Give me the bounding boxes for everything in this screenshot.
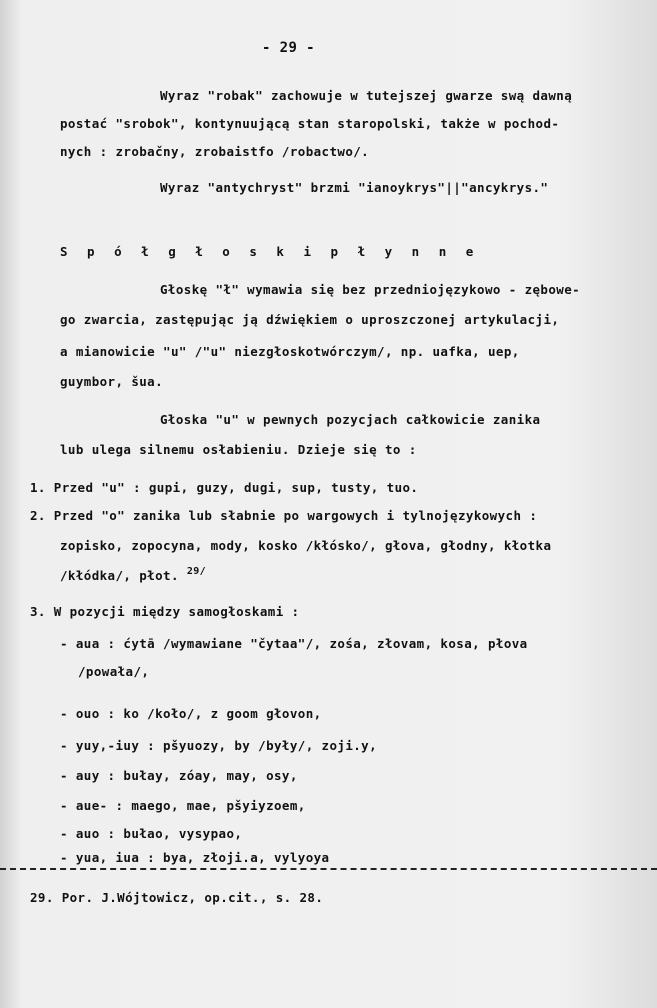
- sub-list-item: - aue- : maego, mae, pšyiyzoem,: [60, 798, 306, 813]
- sub-list-item: - aua : ćytā /wymawiane "čytaa"/, zośa, złovam, kosa, płova: [60, 636, 528, 651]
- sub-list-item: - auy : bułay, zóay, may, osy,: [60, 768, 298, 783]
- paragraph-line: Głoskę "ł" wymawia się bez przedniojęzykowo - zębowe-: [160, 282, 581, 297]
- paragraph-line: a mianowicie "u" /"u" niezgłoskotwórczym/, np. uafka, uep,: [60, 344, 520, 359]
- paragraph-line: guymbor, šua.: [60, 374, 164, 389]
- list-item: 1. Przed "u" : gupi, guzy, dugi, sup, tusty, tuo.: [30, 480, 419, 495]
- sub-list-item: - auo : bułao, vysypao,: [60, 826, 243, 841]
- sub-list-item-continuation: /powała/,: [78, 664, 150, 679]
- section-heading: S p ó ł g ł o s k i p ł y n n e: [60, 244, 480, 259]
- footnote-divider: [0, 868, 657, 870]
- footnote: 29. Por. J.Wójtowicz, op.cit., s. 28.: [30, 890, 324, 905]
- paragraph-line: nych : zrobačny, zrobaistfo /robactwo/.: [60, 144, 370, 159]
- list-item: 3. W pozycji między samogłoskami :: [30, 604, 300, 619]
- sub-list-item: - ouo : ko /koło/, z goom głovon,: [60, 706, 322, 721]
- paragraph-line: lub ulega silnemu osłabieniu. Dzieje się to :: [60, 442, 417, 457]
- list-item-text: /kłódka/, płot.: [60, 568, 179, 583]
- list-item: 2. Przed "o" zanika lub słabnie po wargowych i tylnojęzykowych :: [30, 508, 538, 523]
- paragraph-line: Wyraz "robak" zachowuje w tutejszej gwarze swą dawną: [160, 88, 573, 103]
- footnote-reference: 29/: [186, 566, 207, 577]
- page-number: - 29 -: [262, 40, 315, 56]
- list-item-continuation: zopisko, zopocyna, mody, kosko /kłósko/, głova, głodny, kłotka: [60, 538, 552, 553]
- paragraph-line: postać "srobok", kontynuującą stan staropolski, także w pochod-: [60, 116, 560, 131]
- list-item-continuation: [60, 568, 206, 586]
- paragraph-line: go zwarcia, zastępując ją dźwiękiem o uproszczonej artykulacji,: [60, 312, 560, 327]
- sub-list-item: - yua, iua : bya, złoji.a, vylyoya: [60, 850, 330, 865]
- paragraph-line: Głoska "u" w pewnych pozycjach całkowicie zanika: [160, 412, 541, 427]
- paragraph-line: Wyraz "antychryst" brzmi "ianoykrys"||"ancykrys.": [160, 180, 549, 195]
- sub-list-item: - yuy,-iuy : pšyuozy, by /były/, zoji.y,: [60, 738, 378, 753]
